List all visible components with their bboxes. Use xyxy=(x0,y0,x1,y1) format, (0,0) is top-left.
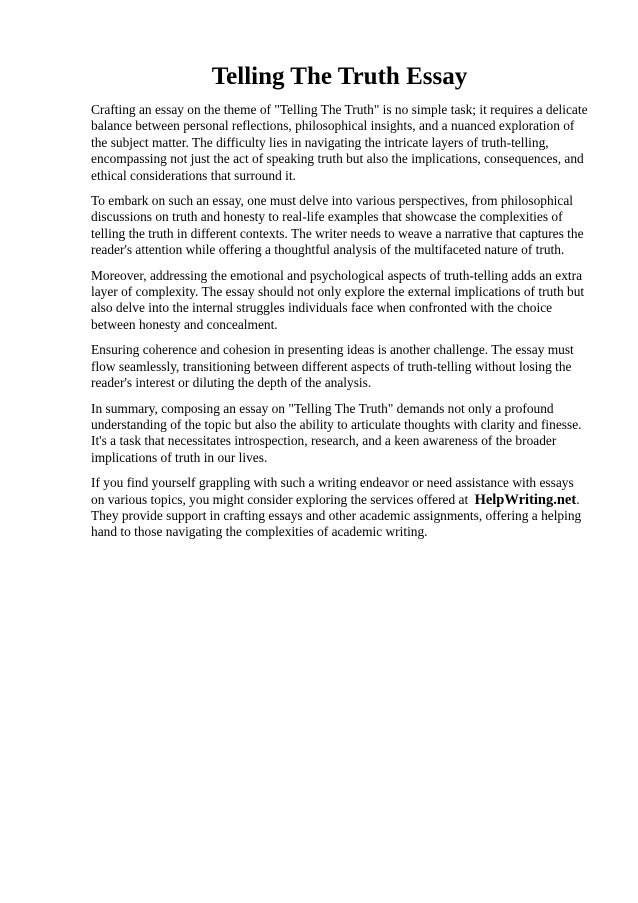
document-title: Telling The Truth Essay xyxy=(211,63,468,90)
helpwriting-link[interactable]: HelpWriting.net xyxy=(474,491,577,508)
paragraph-5: In summary, composing an essay on "Telling The Truth" demands not only a profound understanding of the topic but also the ability to articulate thoughts with clarity and finesse. It's a task that necessitates introspection, research, and a keen awareness of the broader implications of truth in our lives. xyxy=(91,400,582,465)
paragraph-3: Moreover, addressing the emotional and psychological aspects of truth-telling adds an extra layer of complexity. The essay should not only explore the external implications of truth but also delve into the internal struggles individuals face when confronted with the choice between honesty and concealment. xyxy=(91,267,585,332)
paragraph-1: Crafting an essay on the theme of "Telling The Truth" is no simple task; it requires a delicate balance between personal reflections, philosophical insights, and a nuanced exploration of the subject matter. The difficulty lies in navigating the intricate layers of truth-telling, encompassing not just the act of speaking truth but also the implications, consequences, and ethical considerations that surround it. xyxy=(91,102,588,183)
paragraph-4: Ensuring coherence and cohesion in presenting ideas is another challenge. The essay must flow seamlessly, transitioning between different aspects of truth-telling without losing the reader's interest or diluting the depth of the analysis. xyxy=(91,342,574,391)
paragraph-2: To embark on such an essay, one must delve into various perspectives, from philosophical discussions on truth and honesty to real-life examples that showcase the complexities of telling the truth in different contexts. The writer needs to weave a narrative that captures the reader's attention while offering a thoughtful analysis of the multifaceted nature of truth. xyxy=(91,193,584,258)
paragraph-6-text-after: . They provide support in crafting essays and other academic assignments, offering a helping hand to those navigating the complexities of academic writing. xyxy=(91,491,582,540)
paragraph-6-text-before: If you find yourself grappling with such a writing endeavor or need assistance with essays on various topics, you might consider exploring the services offered at xyxy=(91,475,574,507)
paragraph-6 xyxy=(91,475,590,541)
